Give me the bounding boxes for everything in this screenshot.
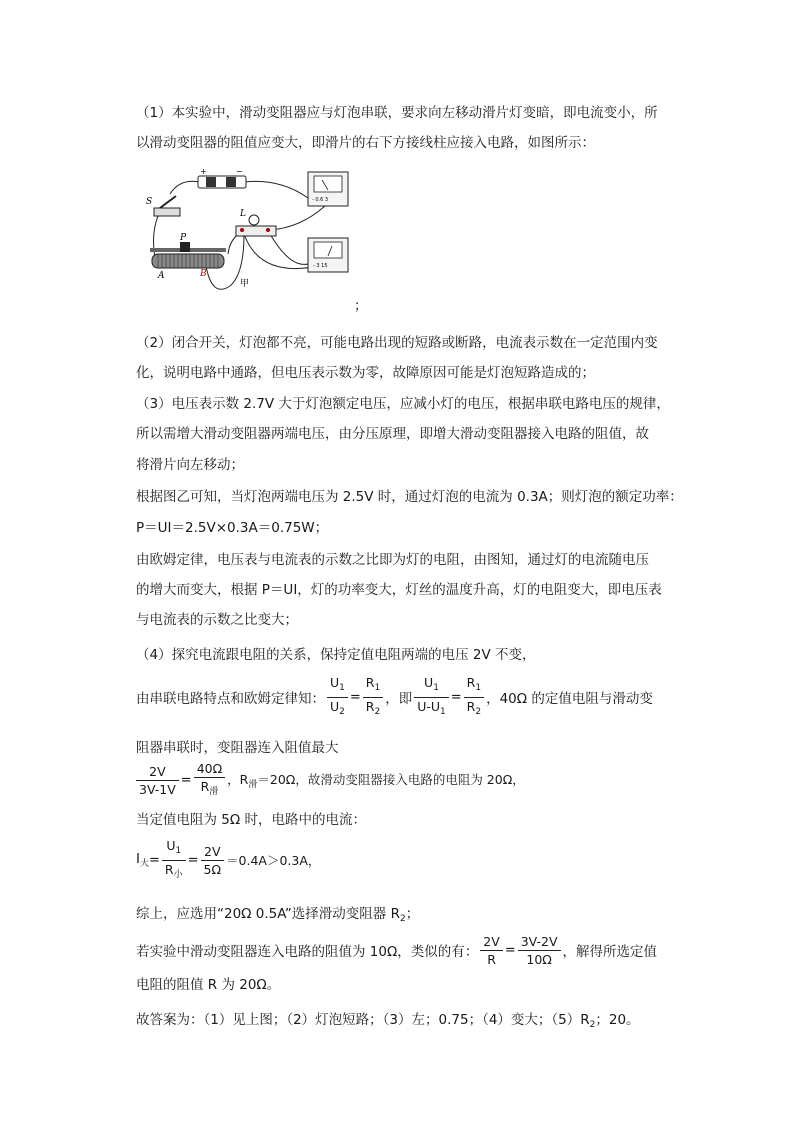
eq1-mid: ，即 <box>385 691 413 707</box>
para-9-line-1: 综上，应选用“20Ω 0.5A”选择滑动变阻器 $R_2$； <box>136 906 420 924</box>
battery-cell-1 <box>206 177 216 187</box>
wire-lamp-to-voltmeter <box>270 234 308 264</box>
ammeter-scale: - 0.6 3 <box>312 197 329 203</box>
para-8-line-1: 当定值电阻为 5Ω 时，电路中的电流： <box>136 812 366 828</box>
equation-3: $I_大$ = $\frac{U_1}{R_小}$ = $\frac{2V}{5\Omega}$ ＝0.4A＞0.3A， <box>136 838 320 882</box>
para-5-line-2: 的增大而变大，根据 P＝UI，灯的功率变大，灯丝的温度升高，灯的电阻变大，即电压表 <box>136 582 662 598</box>
equation-1: 由串联电路特点和欧姆定律知： $\frac{U_1}{U_2}$ = $\frac{R_1}{R_2}$ ，即 $\frac{U_1}{U-U_1}$ = $\frac{R_1}{R_2}$ ，40Ω 的定值电阻与滑动变 <box>136 674 653 720</box>
eq1-frac-r1-r2-b: $\frac{R_1}{R_2}$ <box>464 674 484 721</box>
eq4-frac-1v-10: $\frac{3V-2V}{10\Omega}$ <box>518 933 561 968</box>
battery-cell-2 <box>226 177 236 187</box>
eq3-frac-u1-r: $\frac{U_1}{R_小}$ <box>162 837 186 884</box>
eq3-frac-2v-5: $\frac{2V}{5\Omega}$ <box>201 843 225 878</box>
lamp-bulb <box>249 215 259 225</box>
wire-switch-to-battery <box>170 181 200 194</box>
battery-minus-label: − <box>236 168 243 176</box>
switch-lever <box>160 196 176 208</box>
terminal-a-label: A <box>158 271 165 281</box>
switch-base <box>154 208 180 216</box>
para-1-line-2: 以滑动变阻器的阻值应变大，即滑片的右下方接线柱应接入电路，如图所示： <box>136 135 595 151</box>
lamp-terminal-1 <box>240 228 244 232</box>
wire-battery-to-ammeter <box>244 181 308 198</box>
eq1-frac-r1-r2: $\frac{R_1}{R_2}$ <box>363 674 383 721</box>
para-10-line-1: 电阻的阻值 R 为 20Ω。 <box>136 977 281 993</box>
battery <box>198 176 246 188</box>
wire-ammeter-to-lamp <box>270 206 325 230</box>
slider-label: P <box>180 233 187 243</box>
battery-plus-label: + <box>200 168 207 176</box>
equation-4: 若实验中滑动变阻器连入电路的阻值为 10Ω，类似的有： $\frac{2V}{R}$ = $\frac{3V-2V}{10\Omega}$ ，解得所选定值 <box>136 933 658 967</box>
equation-2: $\frac{2V}{3V-1V}$ = $\frac{40\Omega}{R_滑}$ ，$R_滑=20\Omega$，故滑动变阻器接入电路的电阻为 20Ω， <box>136 760 525 800</box>
eq1-frac-u1-u-u1: $\frac{U_1}{U-U_1}$ <box>414 674 449 721</box>
figure-after-mark: ； <box>354 298 368 314</box>
figure-caption: 甲 <box>240 279 250 289</box>
para-2-line-2: 化，说明电路中通路，但电压表示数为零，故障原因可能是灯泡短路造成的； <box>136 365 595 381</box>
lamp-label: L <box>240 209 246 219</box>
eq1-prefix: 由串联电路特点和欧姆定律知： <box>136 691 325 707</box>
circuit-diagram <box>140 168 362 300</box>
para-3-line-2: 所以需增大滑动变阻器两端电压，由分压原理，即增大滑动变阻器接入电路的阻值，故 <box>136 426 649 442</box>
switch-label: S <box>146 197 153 207</box>
para-5-line-1: 由欧姆定律，电压表与电流表的示数之比即为灯的电阻，由图知，通过灯的电流随电压 <box>136 552 649 568</box>
eq2-frac-2v: $\frac{2V}{3V-1V}$ <box>136 763 179 798</box>
para-7-line-1: 阻器串联时，变阻器连入阻值最大 <box>136 740 339 756</box>
eq2-frac-40: $\frac{40\Omega}{R_滑}$ <box>194 760 225 801</box>
para-2-line-1: （2）闭合开关，灯泡都不亮，可能电路出现的短路或断路，电流表示数在一定范围内变 <box>136 335 658 351</box>
para-1-line-1: （1）本实验中，滑动变阻器应与灯泡串联，要求向左移动滑片灯变暗，即电流变小，所 <box>136 105 658 121</box>
para-6-line-1: （4）探究电流跟电阻的关系，保持定值电阻两端的电压 2V 不变， <box>136 647 536 663</box>
answer-line: 故答案为：（1）见上图；（2）灯泡短路；（3）左；0.75；（4）变大；$(5)R_2$；20。 <box>136 1012 640 1030</box>
para-3-line-1: （3）电压表示数 2.7V 大于灯泡额定电压，应减小灯的电压，根据串联电路电压的规律， <box>136 396 670 412</box>
terminal-b-label: B <box>200 269 207 279</box>
para-5-line-3: 与电流表的示数之比变大； <box>136 612 298 628</box>
lamp-terminal-2 <box>266 228 270 232</box>
eq1-frac-u1-u2: $\frac{U_1}{U_2}$ <box>327 674 348 721</box>
eq4-prefix: 若实验中滑动变阻器连入电路的阻值为 10Ω，类似的有： <box>136 944 479 960</box>
voltmeter-scale: - 3 15 <box>313 263 328 269</box>
eq4-frac-2v-r: $\frac{2V}{R}$ <box>480 933 503 968</box>
rheostat-slider <box>180 242 190 252</box>
para-4-line-2: P＝UI＝2.5V×0.3A＝0.75W； <box>136 520 329 536</box>
eq4-suffix: ，解得所选定值 <box>562 944 658 960</box>
rheostat-coil <box>152 254 224 268</box>
wire-lamp-to-voltmeter-2 <box>244 234 318 269</box>
eq1-suffix: ，40Ω 的定值电阻与滑动变 <box>486 691 653 707</box>
para-4-line-1: 根据图乙可知，当灯泡两端电压为 2.5V 时，通过灯泡的电流为 0.3A；则灯泡的额定功率： <box>136 489 683 505</box>
para-3-line-3: 将滑片向左移动； <box>136 457 244 473</box>
